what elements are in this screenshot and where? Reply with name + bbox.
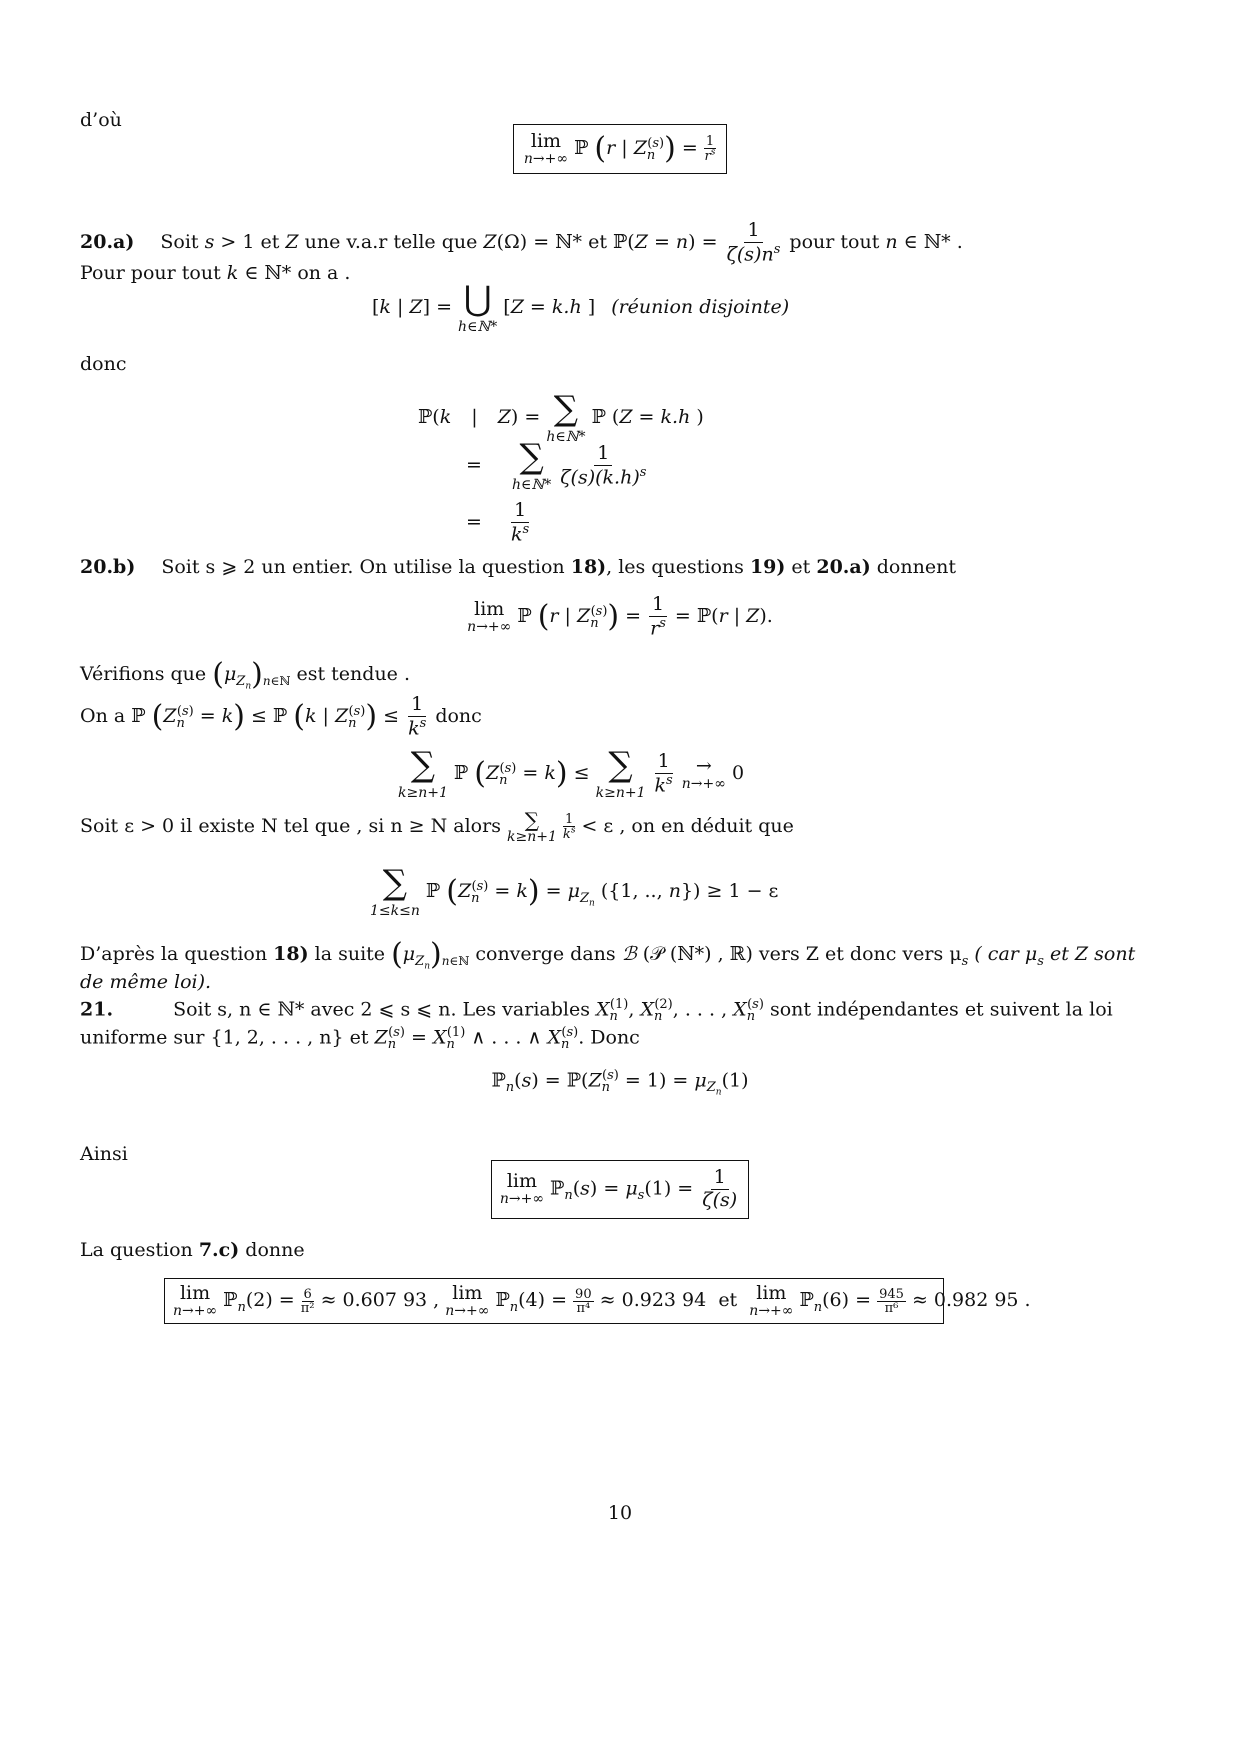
text-la-question-label: La question: [80, 1239, 193, 1261]
text-dapres-b: la suite: [314, 943, 386, 965]
text-20b-b: , les questions: [606, 556, 744, 578]
text-donc-inline: donc: [435, 705, 482, 727]
text-donne: donne: [245, 1239, 305, 1261]
text-20b-d: donnent: [876, 556, 956, 578]
text-21-d: . Donc: [578, 1026, 640, 1049]
text-reunion-disjointe: (réunion disjointe): [611, 296, 790, 318]
text-verifions: Vérifions que $(\mu_{Z_n})_{n\in ℕ}$ est tendue .: [80, 657, 411, 692]
text-soit-eps-b: , on en déduit que: [619, 815, 794, 837]
value-approx-6: ≈ 0.982 95 .: [911, 1289, 1031, 1312]
question-label-20b: 20.b): [80, 556, 136, 578]
ref-question-20a: 20.a): [816, 556, 871, 578]
value-approx-4: ≈ 0.923 94: [599, 1289, 707, 1312]
paragraph-dapres-line1: D’après la question 18) la suite $(\mu_{Z_n})_{n\in ℕ}$ converge dans ℬ (𝒫 (ℕ*) , ℝ) vers Z et donc vers $\mu_s$ ( car $\mu_s$ et Z sont: [80, 937, 1136, 972]
text-dapres-g: de même loi).: [80, 971, 212, 993]
text-on-a-inequality: On a ℙ $(Z_n^{(s)} = k)$ ≤ ℙ (k | $Z_n^{(s)}$) ≤ $\frac{1}{k^s}$ donc: [80, 693, 482, 740]
text-dapres-d: vers Z et donc vers μ: [758, 943, 962, 965]
equation-sum-line2: = ∑ h∈ℕ* $\frac{1}{\zeta(s)(k.h)^s}$: [466, 437, 647, 493]
text-soit-eps-a: Soit ε > 0 il existe N tel que , si n ≥ N alors: [80, 815, 501, 837]
paragraph-dapres-line2: [80, 970, 211, 996]
text-20b-c: et: [791, 556, 811, 578]
equation-union: [k | Z] = ⋃ h∈ℕ* [Z = k.h ] (réunion disjointe): [372, 279, 790, 335]
value-denominator-2: π²: [300, 1300, 315, 1316]
text-soit-epsilon: Soit ε > 0 il existe N tel que , si n ≥ N alors ∑ k≥n+1 $\frac{1}{k^s}$ < ε , on en déduit que: [80, 808, 794, 845]
boxed-equation-final-values: lim n→+∞ ℙ$_n$(2) = $\frac{6}{\text{π²}}$ ≈ 0.607 93 , lim n→+∞ ℙ$_n$(4) = $\frac{90}{\text{π⁴}}$ ≈ 0.923 94 et lim n→+∞ ℙ$_n$(6) = $\frac{945}{\text{π⁶}}$ ≈ 0.982 95 .: [164, 1278, 944, 1324]
value-denominator-4: π⁴: [576, 1300, 591, 1316]
text-est-tendue: est tendue .: [296, 663, 411, 685]
ref-question-18: 18): [570, 556, 607, 578]
text-dapres-a: D’après la question: [80, 943, 268, 965]
paragraph-20b: [80, 555, 956, 581]
page-number: 10: [607, 1502, 633, 1524]
text-pour-pour-tout: Pour pour tout: [80, 262, 221, 284]
paragraph-21-line2: uniforme sur {1, 2, . . . , n} et $Z_n^{(s)} = X_n^{(1)}$ ∧ . . . ∧ $X_n^{(s)}$. Donc: [80, 1025, 640, 1053]
text-on-a: on a .: [297, 262, 351, 284]
text-dou: d’où: [80, 109, 122, 131]
text-21-a: Soit s, n ∈ ℕ* avec 2 ⩽ s ⩽ n. Les variables: [173, 998, 590, 1021]
equation-mu-bound: ∑ 1≤k≤n ℙ $(Z_n^{(s)} = k) = \mu_{Z_n}$ ({1, .., n}) ≥ 1 − ε: [370, 863, 779, 919]
question-label-21: 21.: [80, 998, 114, 1021]
ref-question-7c: 7.c): [198, 1239, 240, 1261]
text-dapres-c: converge dans: [475, 943, 616, 965]
text-verifions-que: Vérifions que: [80, 663, 207, 685]
text-21-c: uniforme sur {1, 2, . . . , n} et: [80, 1026, 369, 1049]
text-on-a-2: On a: [80, 705, 126, 727]
text-dapres-e: ( car μ: [974, 943, 1038, 965]
paragraph-20a-line2: Pour pour tout k ∈ ℕ* on a .: [80, 262, 351, 284]
value-denominator-6: π⁶: [884, 1300, 899, 1316]
paragraph-20a-line1: 20.a) Soit s > 1 et Z une v.a.r telle que Z(Ω) = ℕ* et ℙ(Z = n) = $\frac{1}{\zeta(s)n^s}$ pour tout n ∈ ℕ* .: [80, 219, 963, 266]
text-la-question: [80, 1238, 305, 1264]
text-20b-a: Soit s ⩾ 2 un entier. On utilise la question: [161, 556, 565, 578]
value-numerator-6: 945: [879, 1286, 904, 1302]
ref-question-19: 19): [749, 556, 786, 578]
text-dapres-f: et Z sont: [1049, 943, 1136, 965]
boxed-equation-limit-r: lim n→+∞ ℙ (r | $Z_n^{(s)}$) = $\frac{1}{r^s}$: [0, 124, 1240, 174]
paragraph-21-line1: 21. Soit s, n ∈ ℕ* avec 2 ⩽ s ⩽ n. Les variables $X_n^{(1)}$, $X_n^{(2)}$, . . . , $X_n^{(s)}$ sont indépendantes et suivent la loi: [80, 997, 1113, 1025]
text-ainsi: Ainsi: [80, 1143, 128, 1165]
equation-sum-line1: ℙ(k | Z) = ∑ h∈ℕ* ℙ (Z = k.h ): [418, 389, 704, 445]
value-numerator-2: 6: [303, 1286, 312, 1302]
equation-tail-sum: ∑ k≥n+1 ℙ $(Z_n^{(s)} = k)$ ≤ ∑ k≥n+1 $\frac{1}{k^s}$ → n→+∞ 0: [398, 745, 745, 801]
text-21-b: sont indépendantes et suivent la loi: [769, 998, 1113, 1021]
ref-question-18-b: 18): [273, 943, 309, 965]
equation-Pn-s: ℙ$_n$(s) = $ℙ(Z_n^{(s)} = 1) = \mu_{Z_n}(1)$: [491, 1068, 749, 1098]
value-approx-2: ≈ 0.607 93 ,: [320, 1289, 440, 1312]
boxed-equation-limit-zeta: lim n→+∞ ℙ$_n$(s) = $\mu_s(1)$ = $\frac{1}{\zeta(s)}$: [0, 1160, 1240, 1219]
text-donc-1: donc: [80, 353, 127, 375]
value-numerator-4: 90: [575, 1286, 592, 1302]
equation-sum-line3: = $\frac{1}{k^s}$: [466, 499, 530, 546]
question-label-20a: 20.a): [80, 231, 135, 253]
text-et: et: [718, 1289, 738, 1312]
equation-limit-20b: lim n→+∞ ℙ (r | $Z_n^{(s)}$) = $\frac{1}{r^s}$ = ℙ(r | Z).: [467, 593, 773, 640]
text-soit: Soit: [160, 231, 199, 253]
